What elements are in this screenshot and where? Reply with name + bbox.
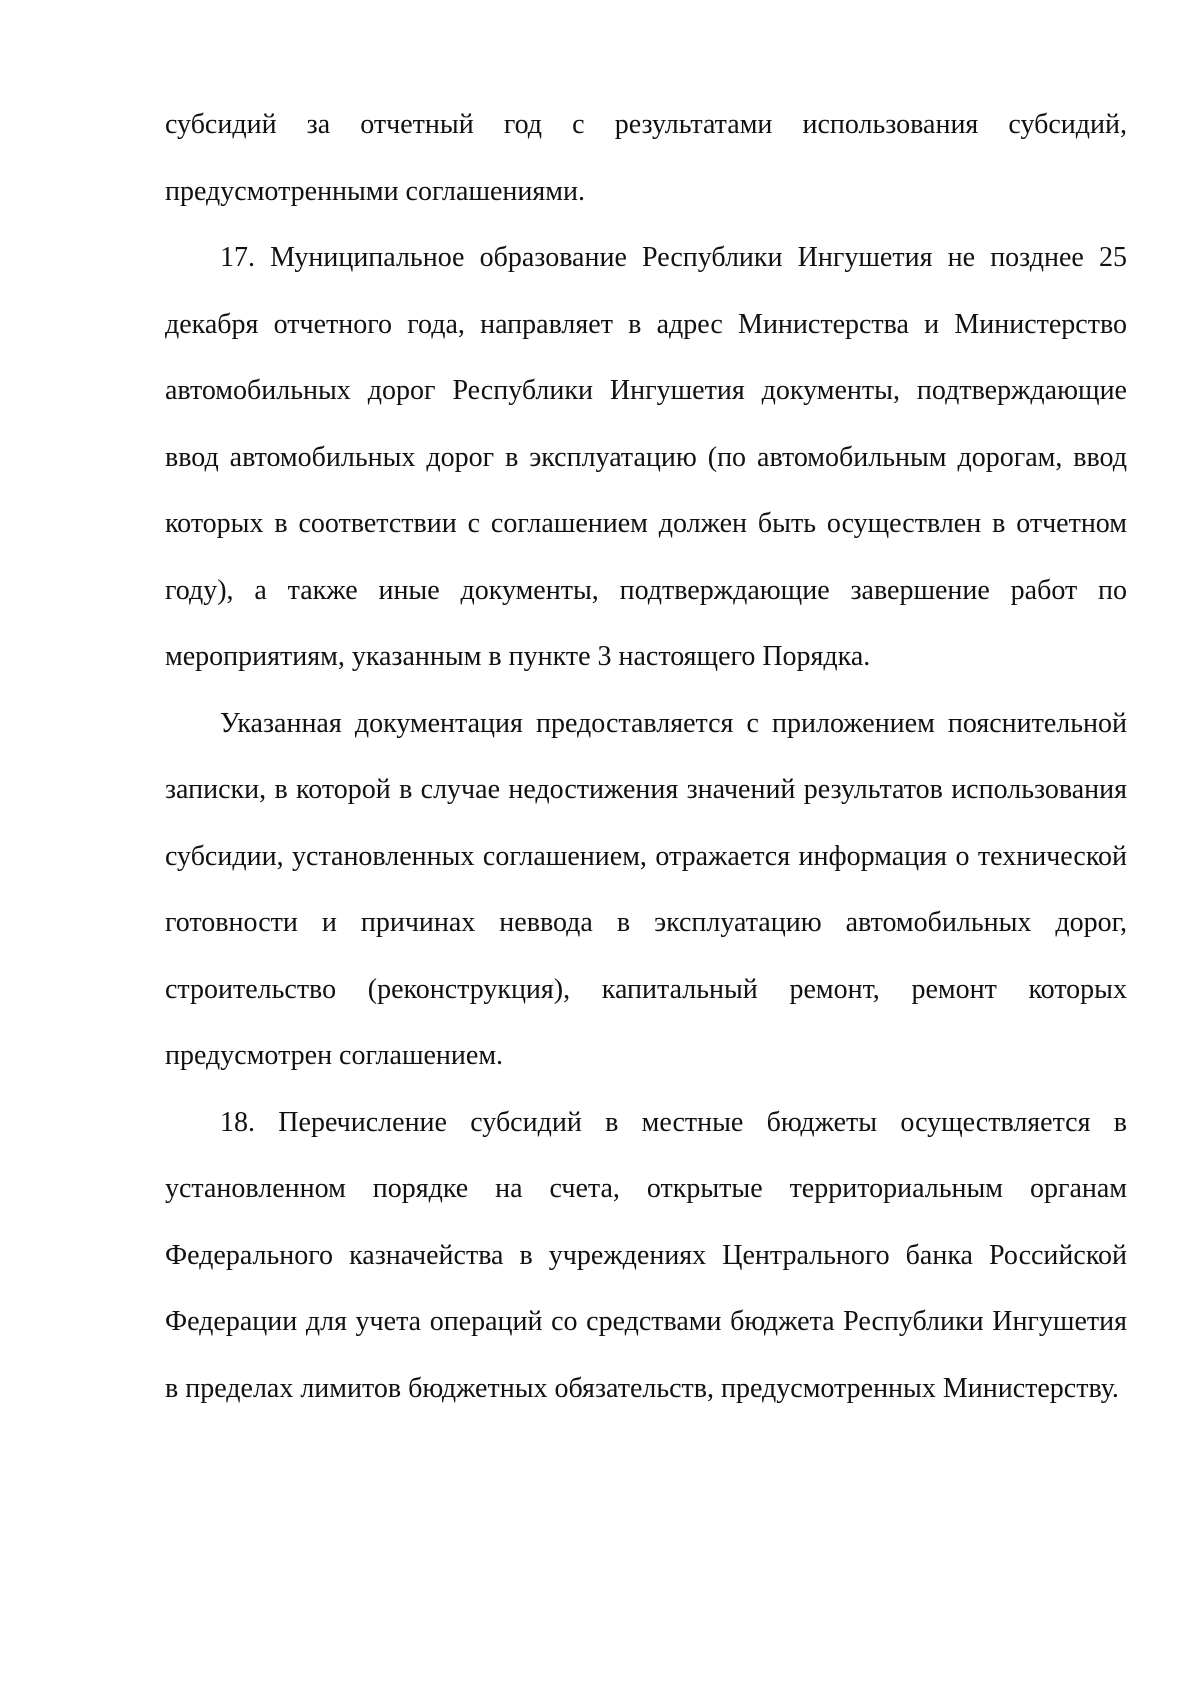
paragraph-item-17: 17. Муниципальное образование Республики Ингушетия не позднее 25 декабря отчетного года, направляет в адрес Министерства и Министерство автомобильных дорог Республики Ингушетия документы, подтверждающие ввод автомобильных дорог в эксплуатацию (по автомобильным дорогам, ввод которых в соответствии с соглашением должен быть осуществлен в отчетном году), а также иные документы, подтверждающие завершение работ по мероприятиям, указанным в пункте 3 настоящего Порядка.: [165, 242, 1127, 672]
paragraph-item-18: 18. Перечисление субсидий в местные бюджеты осуществляется в установленном порядке на счета, открытые территориальным органам Федерального казначейства в учреждениях Центрального банка Российской Федерации для учета операций со средствами бюджета Республики Ингушетия в пределах лимитов бюджетных обязательств, предусмотренных Министерству.: [165, 1106, 1127, 1404]
document-page: [165, 92, 1127, 1422]
paragraph-explanatory-note: Указанная документация предоставляется с приложением пояснительной записки, в которой в случае недостижения значений результатов использования субсидии, установленных соглашением, отражается информация о технической готовности и причинах неввода в эксплуатацию автомобильных дорог, строительство (реконструкция), капитальный ремонт, ремонт которых предусмотрен соглашением.: [165, 707, 1127, 1071]
paragraph-continuation: субсидий за отчетный год с результатами использования субсидий, предусмотренными соглашениями.: [165, 109, 1127, 207]
